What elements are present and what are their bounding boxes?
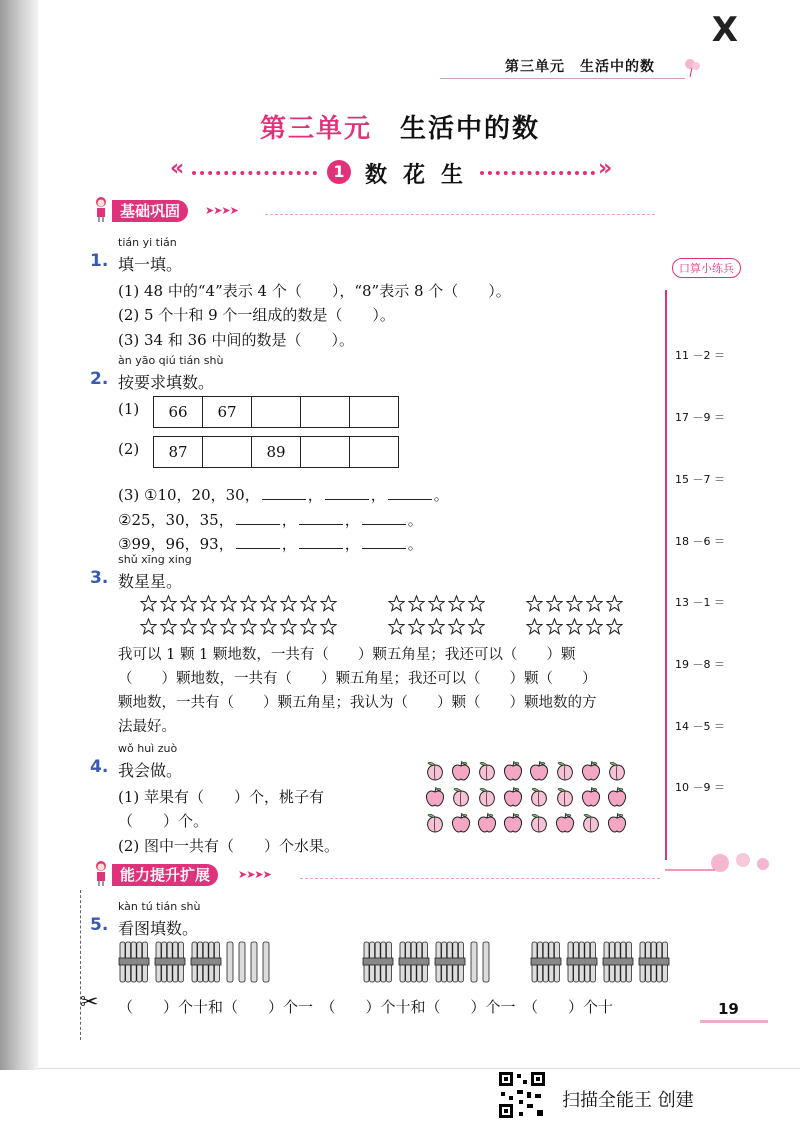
star-icon (468, 595, 485, 612)
stick-bundle-icon (602, 940, 634, 984)
number-cell[interactable]: 67 (202, 396, 252, 428)
star-icon (200, 595, 217, 612)
star-row (526, 618, 623, 635)
star-icon (428, 595, 445, 612)
peach-icon (528, 786, 550, 808)
answer-blank[interactable] (236, 534, 280, 549)
single-stick-icon (482, 940, 490, 984)
apple-icon (580, 786, 602, 808)
star-icon (260, 595, 277, 612)
stick-bundle-icon (118, 940, 150, 984)
section-advanced-tag: 能力提升扩展 (112, 864, 218, 886)
star-icon (160, 618, 177, 635)
star-icon (526, 595, 543, 612)
running-title: 第三单元 生活中的数 (505, 59, 655, 75)
q3-line-2: （ ）颗地数，一共有（ ）颗五角星；我还可以（ ）颗（ ） (118, 671, 597, 687)
section-divider (300, 878, 660, 879)
corner-mark: X (711, 10, 738, 50)
star-row (388, 618, 485, 635)
girl-mascot-icon (92, 860, 110, 886)
q2-number: 2. (90, 369, 109, 389)
star-icon (468, 618, 485, 635)
answer-blank[interactable] (262, 485, 306, 500)
mental-math-item: 15 －7 ＝ (675, 473, 725, 486)
single-stick-icon (226, 940, 234, 984)
number-cell[interactable]: 66 (153, 396, 203, 428)
q5-pinyin: kàn tú tián shù (118, 900, 201, 913)
q4-number: 4. (90, 757, 109, 777)
book-spine-shadow (0, 0, 38, 1070)
star-icon (586, 618, 603, 635)
apple-icon (502, 786, 524, 808)
star-icon (448, 618, 465, 635)
star-icon (586, 595, 603, 612)
star-icon (200, 618, 217, 635)
apple-icon (528, 760, 550, 782)
peach-icon (554, 786, 576, 808)
number-cell[interactable] (251, 396, 301, 428)
mental-math-item: 17 －9 ＝ (675, 411, 725, 424)
q2-seq-3: ③99，96，93， ， ， 。 (118, 535, 423, 553)
mental-math-item: 19 －8 ＝ (675, 658, 725, 671)
arrows-decor-icon: ➤➤➤➤ (238, 868, 271, 881)
side-panel-title: 口算小练兵 (672, 258, 741, 278)
single-stick-icon (250, 940, 258, 984)
q5-answer-line: （ ）个十和（ ）个一 （ ）个十和（ ）个一 （ ）个十 (118, 998, 614, 1016)
answer-blank[interactable] (362, 510, 406, 525)
star-row (140, 618, 337, 635)
single-stick-icon (262, 940, 270, 984)
stick-bundle-icon (154, 940, 186, 984)
star-icon (180, 618, 197, 635)
mental-math-item: 14 －5 ＝ (675, 720, 725, 733)
q4-pinyin: wǒ huì zuò (118, 742, 178, 755)
star-icon (546, 618, 563, 635)
peach-icon (580, 812, 602, 834)
apple-icon (424, 786, 446, 808)
qr-code-icon (497, 1070, 547, 1120)
number-cell[interactable] (300, 436, 350, 468)
star-icon (180, 595, 197, 612)
q4-line-3: (2) 图中一共有（ ）个水果。 (118, 837, 340, 855)
mental-math-item: 18 －6 ＝ (675, 535, 725, 548)
star-icon (566, 595, 583, 612)
star-icon (320, 618, 337, 635)
q4-line-2: （ ）个。 (118, 812, 209, 830)
peach-icon (476, 760, 498, 782)
scissors-icon: ✂ (80, 990, 99, 1015)
q3-pinyin: shǔ xīng xing (118, 553, 192, 566)
q2-title: 按要求填数。 (118, 373, 215, 392)
q2-row1-cells (154, 396, 399, 428)
mental-math-item: 11 －2 ＝ (675, 349, 725, 362)
lesson-number: 1 (327, 160, 351, 184)
star-icon (320, 595, 337, 612)
stick-bundle-icon (398, 940, 430, 984)
apple-icon (450, 812, 472, 834)
q1-line-2: (2) 5 个十和 9 个一组成的数是（ ）。 (118, 306, 395, 324)
q2-seq-1: (3) ①10，20，30， ， ， 。 (118, 486, 449, 504)
star-row (388, 595, 485, 612)
single-stick-icon (238, 940, 246, 984)
star-row (526, 595, 623, 612)
peach-icon (424, 812, 446, 834)
q3-title: 数星星。 (118, 572, 183, 591)
q5-title: 看图填数。 (118, 919, 199, 938)
stick-bundle-icon (434, 940, 466, 984)
peach-icon (476, 786, 498, 808)
stick-bundle-icon (190, 940, 222, 984)
q2-row2-label: (2) (118, 440, 140, 458)
side-panel-border (665, 290, 667, 860)
answer-blank[interactable] (299, 510, 343, 525)
cut-line (80, 890, 81, 1040)
double-chevron-left-icon: « (170, 156, 185, 181)
star-icon (428, 618, 445, 635)
star-icon (300, 595, 317, 612)
star-icon (300, 618, 317, 635)
number-cell[interactable] (349, 396, 399, 428)
q2-row2-cells (154, 436, 399, 468)
star-icon (240, 618, 257, 635)
q5-number: 5. (90, 915, 109, 935)
arrows-decor-icon: ➤➤➤➤ (205, 204, 238, 217)
q1-title: 填一填。 (118, 255, 183, 274)
stick-bundle-icon (530, 940, 562, 984)
page-number: 19 (718, 1000, 739, 1018)
q1-line-1: (1) 48 中的“4”表示 4 个（ ），“8”表示 8 个（ ）。 (118, 282, 511, 300)
section-basic-tag: 基础巩固 (112, 200, 188, 222)
star-icon (408, 618, 425, 635)
answer-blank[interactable] (325, 485, 369, 500)
q1-number: 1. (90, 251, 109, 271)
star-icon (280, 618, 297, 635)
q3-number: 3. (90, 568, 109, 588)
q2-seq-2: ②25，30，35， ， ， 。 (118, 511, 423, 529)
star-icon (140, 595, 157, 612)
q4-title: 我会做。 (118, 761, 183, 780)
star-icon (606, 595, 623, 612)
apple-icon (476, 812, 498, 834)
answer-blank[interactable] (362, 534, 406, 549)
answer-blank[interactable] (388, 485, 432, 500)
star-icon (220, 618, 237, 635)
dotted-rule (480, 171, 595, 175)
stick-bundle-icon (638, 940, 670, 984)
number-cell[interactable] (300, 396, 350, 428)
number-cell[interactable] (349, 436, 399, 468)
star-icon (388, 618, 405, 635)
apple-icon (554, 812, 576, 834)
lesson-name: 数花生 (365, 163, 480, 188)
q2-pinyin: àn yāo qiú tián shù (118, 354, 224, 367)
apple-icon (580, 760, 602, 782)
number-cell[interactable]: 89 (251, 436, 301, 468)
candy-decor-icon (665, 848, 775, 878)
star-icon (606, 618, 623, 635)
section-divider (265, 214, 655, 215)
q1-pinyin: tián yi tián (118, 236, 177, 249)
apple-icon (606, 786, 628, 808)
apple-icon (502, 812, 524, 834)
star-icon (388, 595, 405, 612)
stick-bundle-icon (362, 940, 394, 984)
q2-row1-label: (1) (118, 400, 140, 418)
page-number-underline (700, 1020, 768, 1023)
star-icon (526, 618, 543, 635)
apple-icon (606, 812, 628, 834)
peach-icon (528, 812, 550, 834)
double-chevron-right-icon: » (598, 156, 613, 181)
girl-mascot-icon (92, 196, 110, 222)
q3-line-3: 颗地数，一共有（ ）颗五角星；我认为（ ）颗（ ）颗地数的方 (118, 695, 597, 711)
mental-math-item: 13 －1 ＝ (675, 596, 725, 609)
unit-title: 第三单元 生活中的数 (259, 114, 541, 144)
star-icon (546, 595, 563, 612)
q1-line-3: (3) 34 和 36 中间的数是（ ）。 (118, 331, 354, 349)
star-icon (140, 618, 157, 635)
dotted-rule (192, 171, 317, 175)
q3-line-4: 法最好。 (118, 719, 176, 735)
star-icon (448, 595, 465, 612)
star-icon (566, 618, 583, 635)
answer-blank[interactable] (236, 510, 280, 525)
star-icon (240, 595, 257, 612)
scanner-watermark: 扫描全能王 创建 (562, 1090, 694, 1111)
flower-icon (682, 56, 704, 78)
q4-line-1: (1) 苹果有（ ）个，桃子有 (118, 788, 325, 806)
single-stick-icon (470, 940, 478, 984)
apple-icon (450, 760, 472, 782)
star-icon (160, 595, 177, 612)
lesson-header (170, 156, 620, 188)
peach-icon (554, 760, 576, 782)
peach-icon (450, 786, 472, 808)
star-row (140, 595, 337, 612)
header-divider (440, 78, 685, 79)
stick-bundle-icon (566, 940, 598, 984)
star-icon (280, 595, 297, 612)
q3-line-1: 我可以 1 颗 1 颗地数，一共有（ ）颗五角星；我还可以（ ）颗 (118, 647, 576, 663)
number-cell[interactable]: 87 (153, 436, 203, 468)
star-icon (220, 595, 237, 612)
number-cell[interactable] (202, 436, 252, 468)
fruit-picture (424, 760, 632, 834)
star-icon (260, 618, 277, 635)
star-icon (408, 595, 425, 612)
peach-icon (606, 760, 628, 782)
answer-blank[interactable] (299, 534, 343, 549)
page-edge (38, 1068, 800, 1069)
mental-math-item: 10 －9 ＝ (675, 781, 725, 794)
apple-icon (502, 760, 524, 782)
peach-icon (424, 760, 446, 782)
